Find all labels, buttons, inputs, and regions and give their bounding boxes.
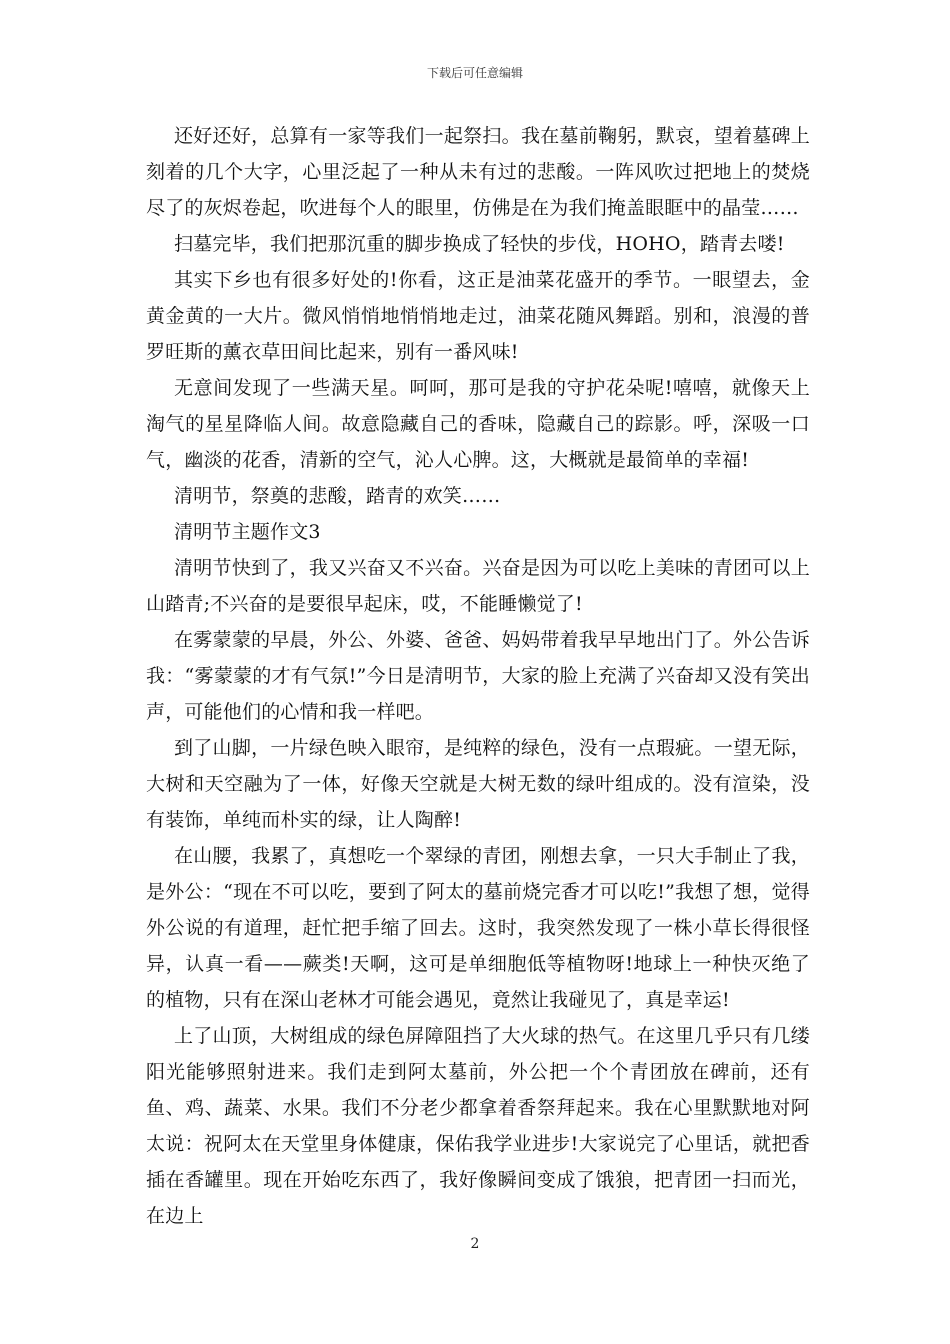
paragraph: 清明节快到了，我又兴奋又不兴奋。兴奋是因为可以吃上美味的青团可以上山踏青;不兴奋的是要很早起床，哎，不能睡懒觉了! xyxy=(146,557,810,615)
document-body xyxy=(146,118,810,1234)
paragraph: 到了山脚，一片绿色映入眼帘，是纯粹的绿色，没有一点瑕疵。一望无际，大树和天空融为了一体，好像天空就是大树无数的绿叶组成的。没有渲染，没有装饰，单纯而朴实的绿，让人陶醉! xyxy=(146,737,810,831)
page-header: 下载后可任意编辑 xyxy=(426,66,523,80)
paragraph: 在雾蒙蒙的早晨，外公、外婆、爸爸、妈妈带着我早早地出门了。外公告诉我：“雾蒙蒙的才有气氛!”今日是清明节，大家的脸上充满了兴奋却又没有笑出声，可能他们的心情和我一样吧。 xyxy=(146,629,810,723)
paragraph: 在山腰，我累了，真想吃一个翠绿的青团，刚想去拿，一只大手制止了我，是外公：“现在不可以吃，要到了阿太的墓前烧完香才可以吃!”我想了想，觉得外公说的有道理，赶忙把手缩了回去。这时，我突然发现了一株小草长得很怪异，认真一看——蕨类!天啊，这可是单细胞低等植物呀!地球上一种快灭绝了的植物，只有在深山老林才可能会遇见，竟然让我碰见了，真是幸运! xyxy=(146,845,810,1011)
section-heading: 清明节主题作文3 xyxy=(174,521,321,543)
page-number: 2 xyxy=(470,1236,480,1252)
paragraph: 其实下乡也有很多好处的!你看，这正是油菜花盛开的季节。一眼望去，金黄金黄的一大片。微风悄悄地悄悄地走过，油菜花随风舞蹈。别和，浪漫的普罗旺斯的薰衣草田间比起来，别有一番风味! xyxy=(146,269,810,363)
paragraph: 无意间发现了一些满天星。呵呵，那可是我的守护花朵呢!嘻嘻，就像天上淘气的星星降临人间。故意隐藏自己的香味，隐藏自己的踪影。呼，深吸一口气，幽淡的花香，清新的空气，沁人心脾。这，大概就是最简单的幸福! xyxy=(146,377,810,471)
paragraph: 清明节，祭奠的悲酸，踏青的欢笑…… xyxy=(174,485,501,507)
paragraph: 扫墓完毕，我们把那沉重的脚步换成了轻快的步伐，HOHO，踏青去喽! xyxy=(174,233,785,255)
paragraph: 上了山顶，大树组成的绿色屏障阻挡了大火球的热气。在这里几乎只有几缕阳光能够照射进来。我们走到阿太墓前，外公把一个个青团放在碑前，还有鱼、鸡、蔬菜、水果。我们不分老少都拿着香祭拜起来。我在心里默默地对阿太说：祝阿太在天堂里身体健康，保佑我学业进步!大家说完了心里话，就把香插在香罐里。现在开始吃东西了，我好像瞬间变成了饿狼，把青团一扫而光，在边上 xyxy=(146,1025,810,1227)
paragraph: 还好还好，总算有一家等我们一起祭扫。我在墓前鞠躬，默哀，望着墓碑上刻着的几个大字，心里泛起了一种从未有过的悲酸。一阵风吹过把地上的焚烧尽了的灰烬卷起，吹进每个人的眼里，仿佛是在为我们掩盖眼眶中的晶莹…… xyxy=(146,125,810,219)
